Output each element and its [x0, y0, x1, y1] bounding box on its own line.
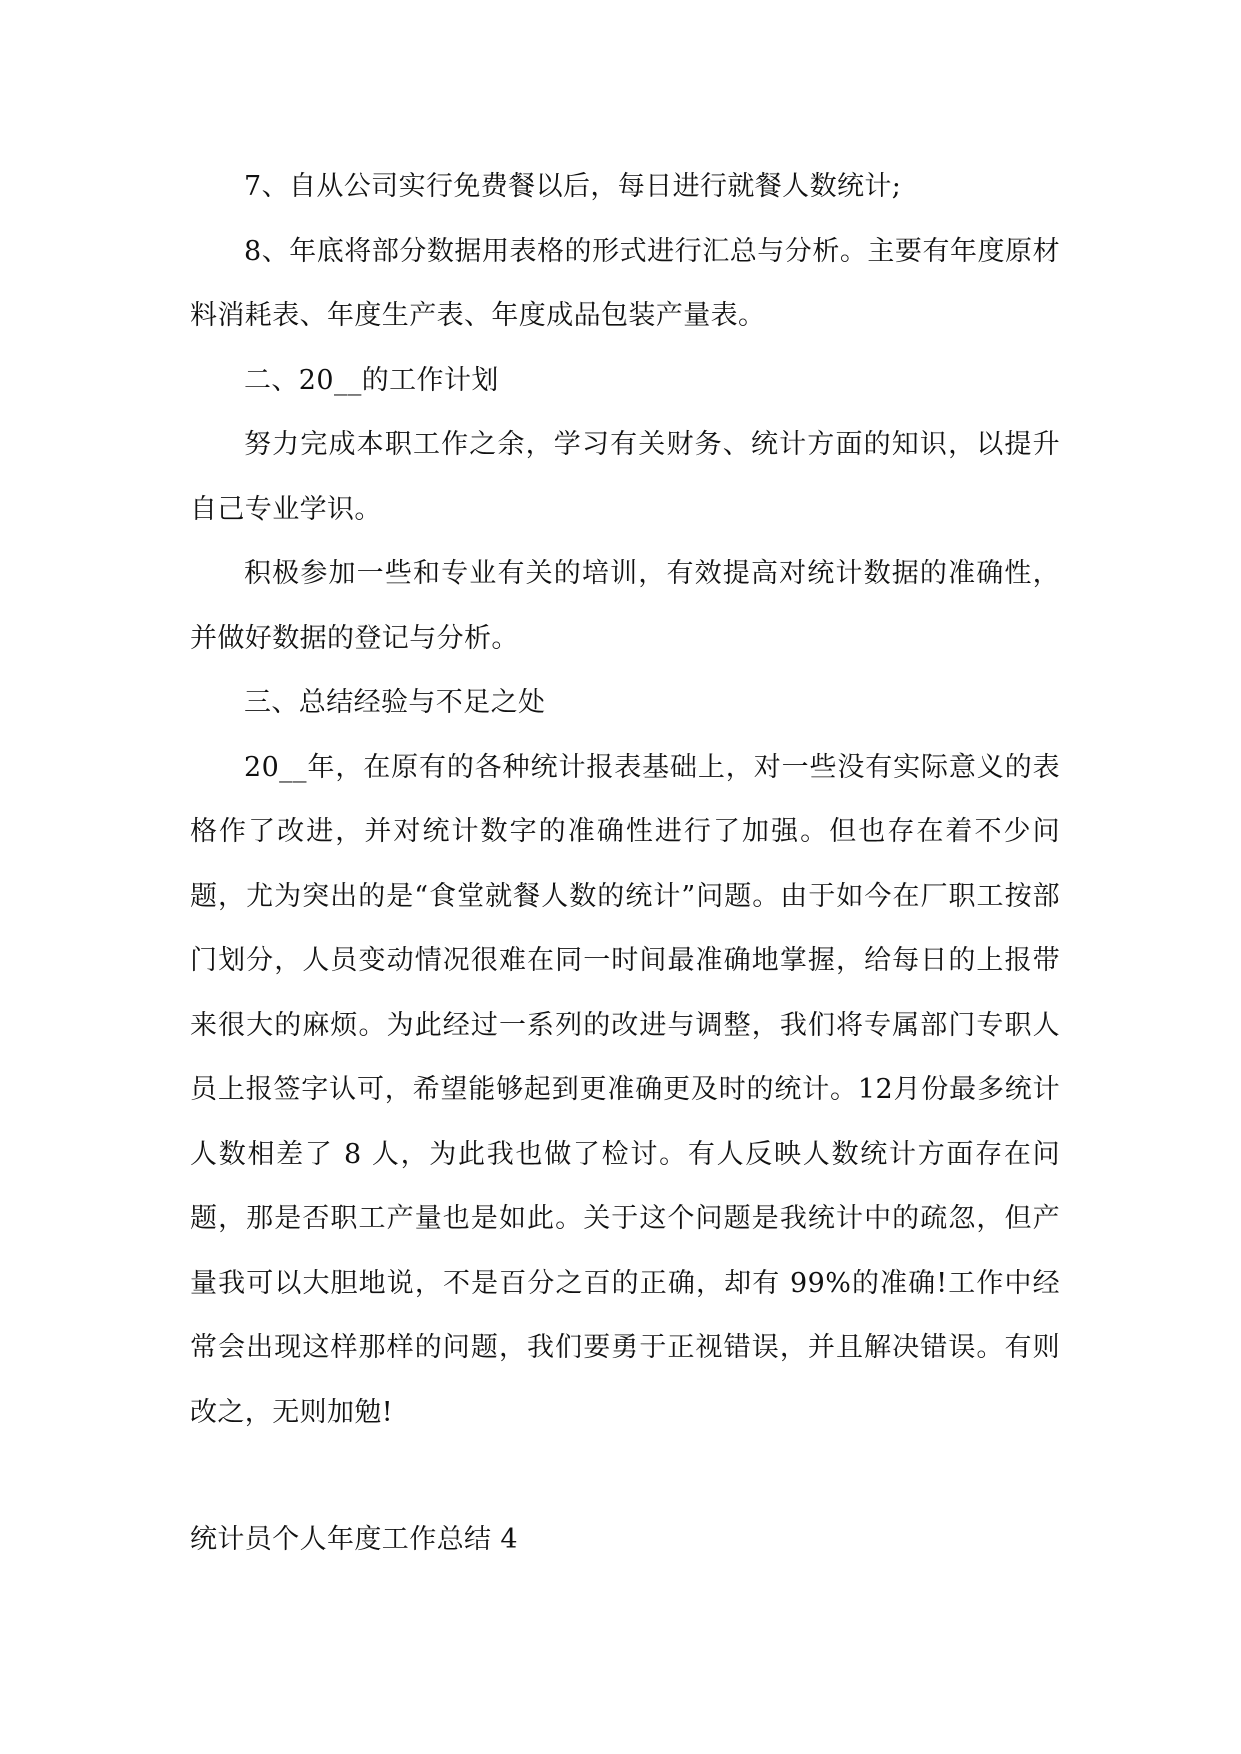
document-body [190, 155, 1060, 1445]
paragraph-training-plan: 积极参加一些和专业有关的培训，有效提高对统计数据的准确性，并做好数据的登记与分析。 [190, 558, 1060, 654]
heading-work-plan: 二、20__的工作计划 [244, 364, 499, 396]
paragraph-item-8: 8、年底将部分数据用表格的形式进行汇总与分析。主要有年度原材料消耗表、年度生产表、年度成品包装产量表。 [190, 235, 1060, 331]
paragraph-study-plan: 努力完成本职工作之余，学习有关财务、统计方面的知识，以提升自己专业学识。 [190, 429, 1060, 525]
paragraph-experience-body: 20__年，在原有的各种统计报表基础上，对一些没有实际意义的表格作了改进，并对统计数字的准确性进行了加强。但也存在着不少问题，尤为突出的是“食堂就餐人数的统计”问题。由于如今在厂职工按部门划分，人员变动情况很难在同一时间最准确地掌握，给每日的上报带来很大的麻烦。为此经过一系列的改进与调整，我们将专属部门专职人员上报签字认可，希望能够起到更准确更及时的统计。12月份最多统计人数相差了 8 人，为此我也做了检讨。有人反映人数统计方面存在问题，那是否职工产量也是如此。关于这个问题是我统计中的疏忽，但产量我可以大胆地说，不是百分之百的正确，却有 99%的准确!工作中经常会出现这样那样的问题，我们要勇于正视错误，并且解决错误。有则改之，无则加勉! [190, 751, 1060, 1428]
paragraph-item-7: 7、自从公司实行免费餐以后，每日进行就餐人数统计; [244, 171, 902, 202]
heading-experience-summary: 三、总结经验与不足之处 [244, 687, 546, 718]
section-title: 统计员个人年度工作总结 4 [190, 1524, 518, 1555]
